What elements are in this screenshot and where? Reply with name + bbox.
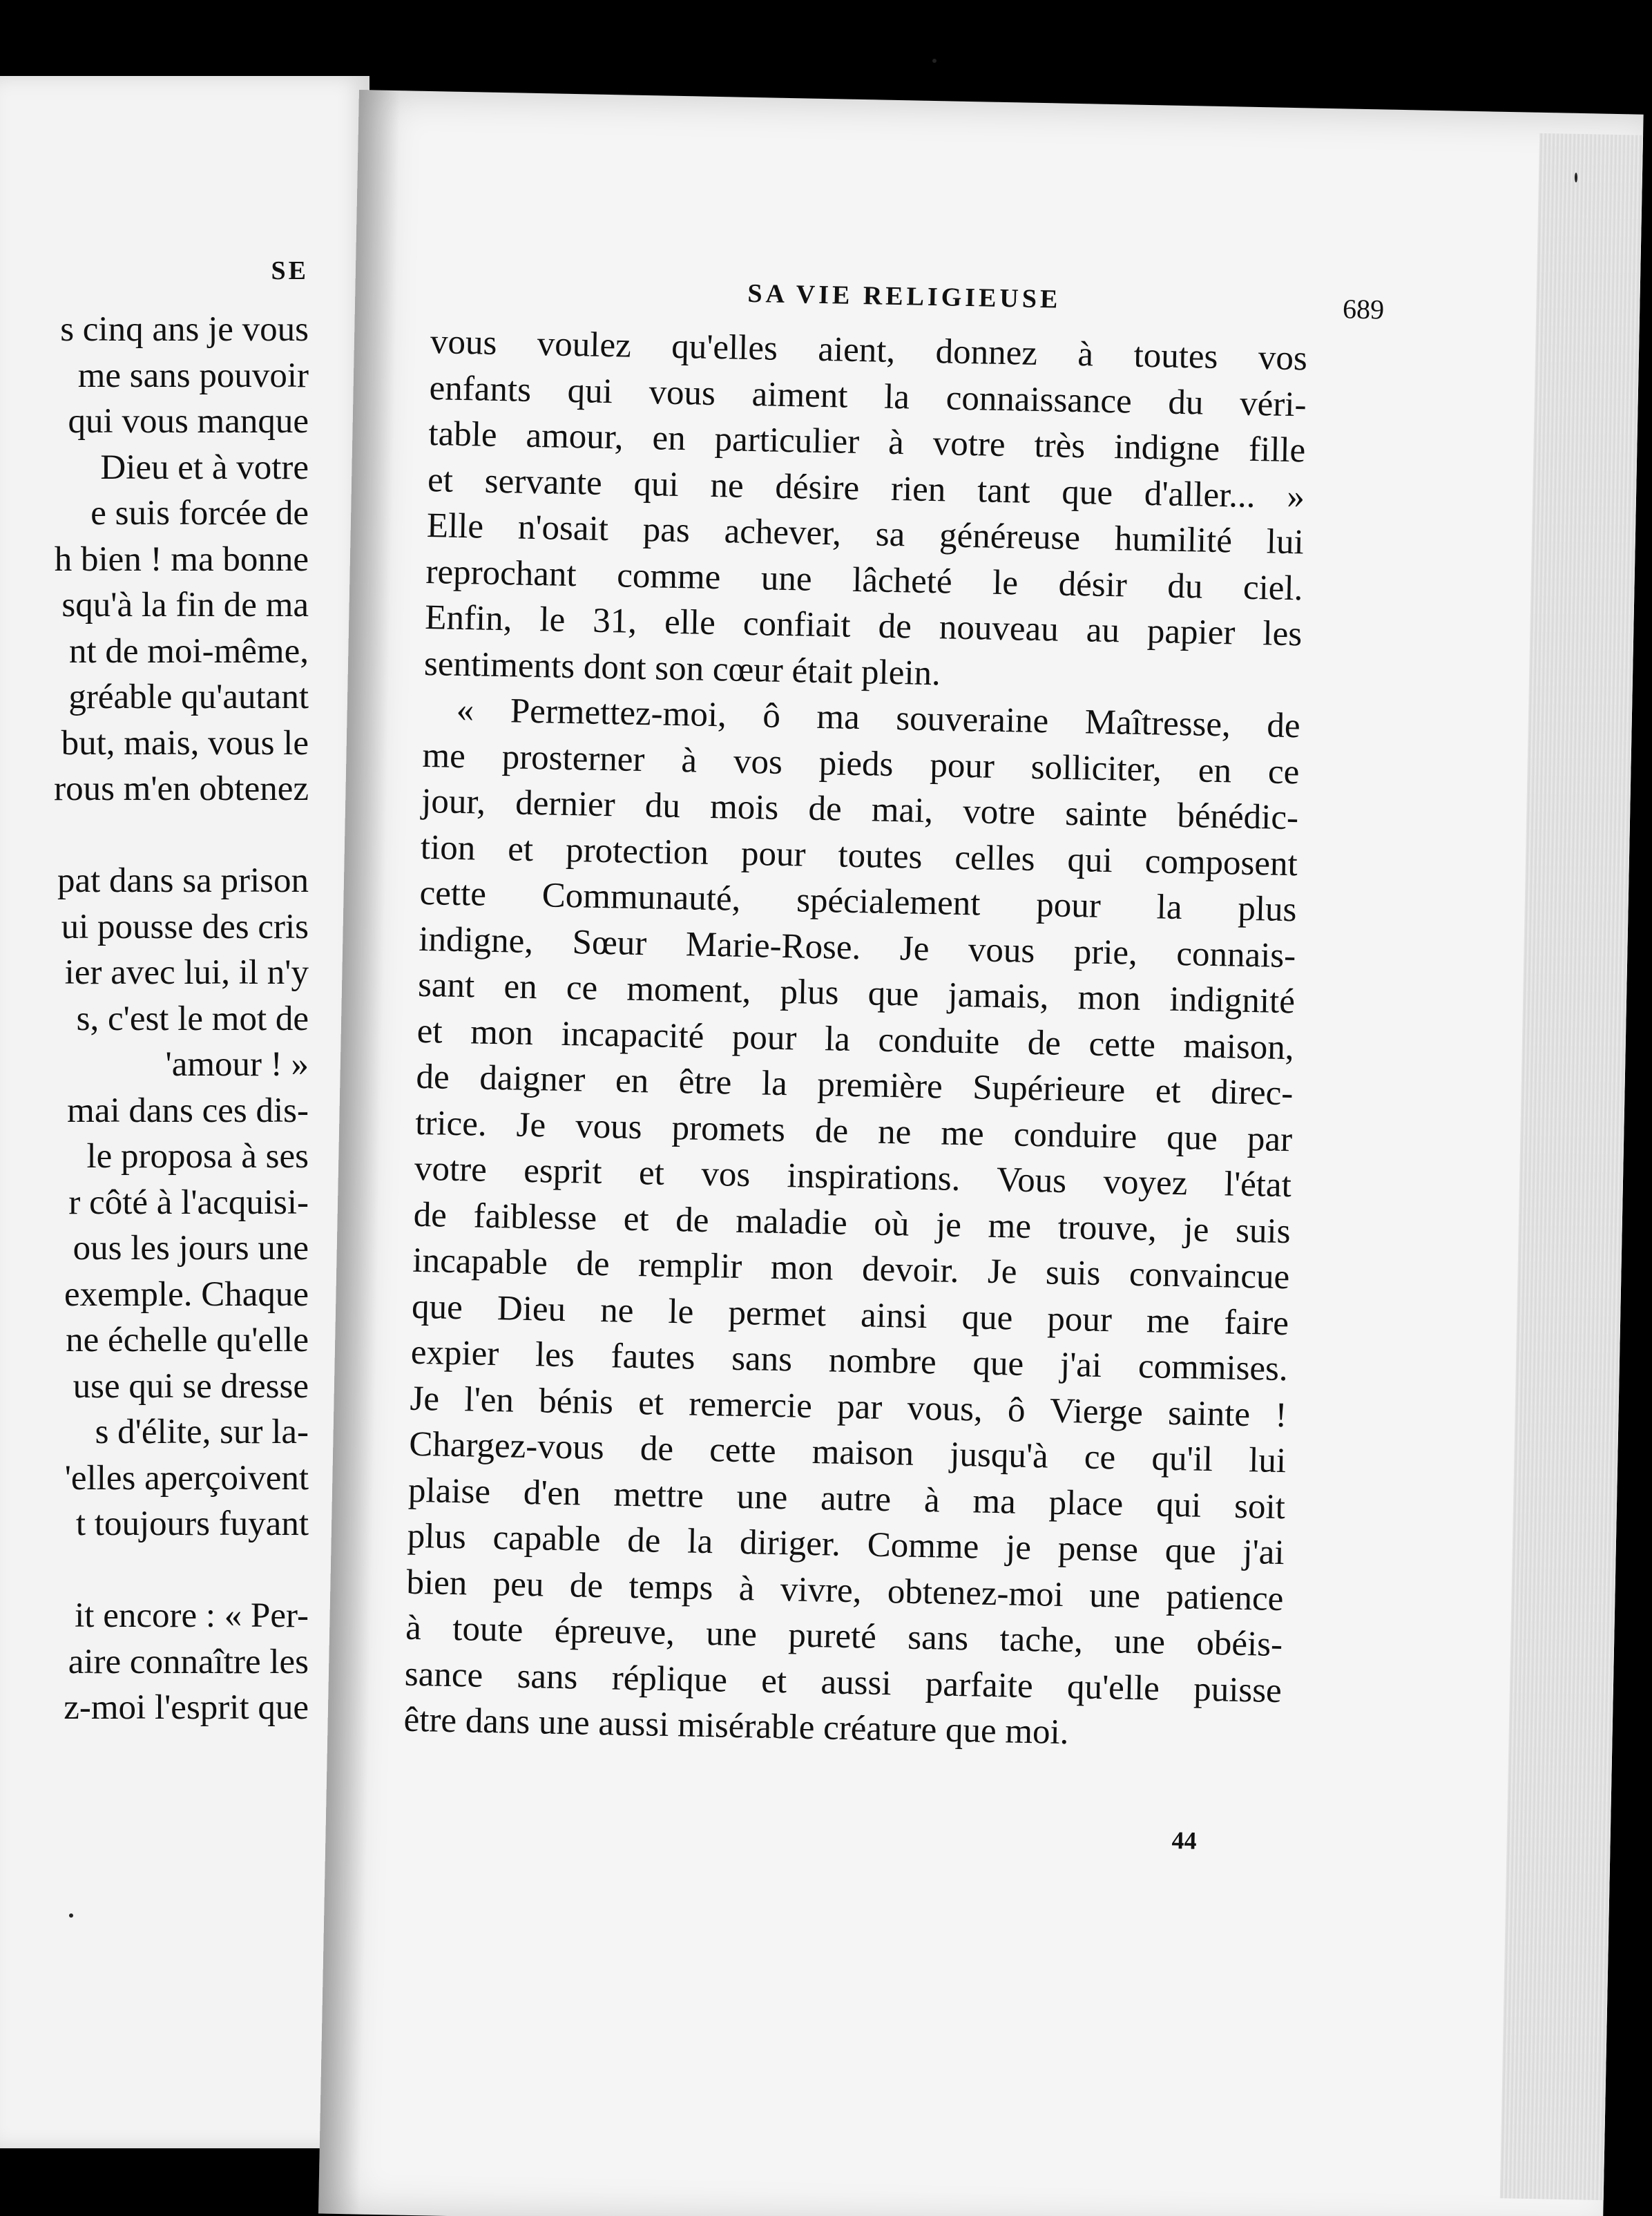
text-line: rous m'en obtenez	[54, 770, 309, 808]
text-line: plaise d'en mettre une autre à ma place qui soit	[407, 1471, 1286, 1527]
dust-speck	[1575, 173, 1577, 182]
text-line: table amour, en particulier à votre très indigne fille	[428, 414, 1306, 470]
text-line: e suis forcée de	[90, 494, 309, 533]
text-line: de faiblesse et de maladie où je me trouve, je suis	[413, 1195, 1291, 1251]
text-line: votre esprit et vos inspirations. Vous voyez l'état	[414, 1149, 1292, 1205]
text-line: Chargez-vous de cette maison jusqu'à ce qu'il lui	[408, 1424, 1287, 1481]
text-line: cette Communauté, spécialement pour la plus	[419, 873, 1297, 930]
left-page-text	[0, 256, 309, 1731]
page-edge-stack	[1500, 133, 1643, 2200]
text-line: à toute épreuve, une pureté sans tache, une obéis-	[405, 1608, 1283, 1665]
text-line: use qui se dresse	[73, 1366, 309, 1406]
left-page	[0, 76, 369, 2148]
text-line: exemple. Chaque	[64, 1274, 309, 1314]
paragraph-gap	[0, 812, 309, 859]
text-line: nt de moi-même,	[69, 631, 309, 671]
text-line: aire connaître les	[68, 1642, 309, 1681]
text-line: sance sans réplique et aussi parfaite qu'elle puisse	[404, 1654, 1283, 1710]
text-line: expier les fautes sans nombre que j'ai commises.	[410, 1333, 1289, 1389]
text-line: ne échelle qu'elle	[66, 1321, 309, 1359]
text-line: h bien ! ma bonne	[54, 539, 309, 579]
text-line: but, mais, vous le	[61, 723, 309, 763]
text-line: 'elles aperçoivent	[64, 1458, 309, 1498]
dust-speck	[69, 1913, 73, 1918]
right-page	[318, 90, 1644, 2216]
text-line: être dans une aussi misérable créature que moi.	[403, 1700, 1070, 1752]
text-line: r côté à l'acquisi-	[68, 1183, 309, 1222]
text-line: bien peu de temps à vivre, obtenez-moi une patience	[406, 1563, 1284, 1618]
text-line: et mon incapacité pour la conduite de cette maison,	[416, 1011, 1295, 1067]
text-line: gréable qu'autant	[68, 678, 309, 716]
text-line: enfants qui vous aiment la connaissance du véri-	[429, 368, 1307, 424]
text-line: jour, dernier du mois de mai, votre sainte bénédic-	[421, 781, 1299, 838]
text-line: de daigner en être la première Supérieure et direc-	[416, 1057, 1294, 1114]
text-line: s, c'est le mot de	[76, 999, 309, 1038]
body-text	[403, 319, 1307, 1760]
text-line: plus capable de la diriger. Comme je pense que j'ai	[407, 1516, 1285, 1573]
text-line: 'amour ! »	[165, 1045, 309, 1084]
text-line: qui vous manque	[68, 402, 309, 441]
paragraph-gap	[0, 1547, 309, 1594]
text-line: ous les jours une	[73, 1229, 309, 1268]
text-line: indigne, Sœur Marie-Rose. Je vous prie, connais-	[418, 919, 1296, 975]
text-line: sentiments dont son cœur était plein.	[423, 644, 941, 693]
text-line: z-moi l'esprit que	[64, 1688, 309, 1727]
text-line: sant en ce moment, plus que jamais, mon indignité	[417, 965, 1296, 1022]
left-running-head: SE	[271, 256, 309, 285]
text-line: mai dans ces dis-	[67, 1091, 309, 1130]
text-line: Elle n'osait pas achever, sa généreuse humilité lui	[426, 506, 1305, 562]
text-line: le proposa à ses	[86, 1137, 309, 1176]
text-line: squ'à la fin de ma	[61, 586, 309, 624]
text-line: t toujours fuyant	[75, 1505, 309, 1543]
running-title: SA VIE RELIGIEUSE	[747, 278, 1062, 314]
dust-speck	[932, 59, 937, 63]
text-line: trice. Je vous promets de ne me conduire que par	[414, 1103, 1293, 1159]
text-line: « Permettez-moi, ô ma souveraine Maîtresse, de	[456, 690, 1301, 746]
text-line: me sans pouvoir	[77, 356, 309, 395]
text-line: it encore : « Per-	[75, 1596, 309, 1635]
text-line: Dieu et à votre	[100, 448, 309, 487]
text-line: reprochant comme une lâcheté le désir du ciel.	[425, 552, 1303, 608]
text-line: incapable de remplir mon devoir. Je suis convaincue	[412, 1241, 1290, 1297]
text-line: pat dans sa prison	[57, 861, 309, 900]
left-page-lines	[0, 307, 309, 1731]
page-number: 689	[1342, 293, 1385, 325]
text-line: et servante qui ne désire rien tant que d'aller... »	[427, 460, 1305, 516]
text-line: vous voulez qu'elles aient, donnez à toutes vos	[430, 323, 1308, 379]
text-line: me prosterner à vos pieds pour solliciter, en ce	[421, 736, 1300, 792]
text-line: tion et protection pour toutes celles qui composent	[420, 828, 1298, 883]
text-line: que Dieu ne le permet ainsi que pour me faire	[411, 1287, 1289, 1343]
text-line: s d'élite, sur la-	[95, 1413, 309, 1451]
text-line: ui pousse des cris	[61, 907, 309, 946]
signature-mark: 44	[1171, 1826, 1197, 1855]
text-line: Enfin, le 31, elle confiait de nouveau au papier les	[424, 598, 1303, 654]
text-line: ier avec lui, il n'y	[64, 953, 309, 992]
text-line: Je l'en bénis et remercie par vous, ô Vierge sainte !	[410, 1379, 1287, 1435]
text-line: s cinq ans je vous	[60, 310, 309, 349]
